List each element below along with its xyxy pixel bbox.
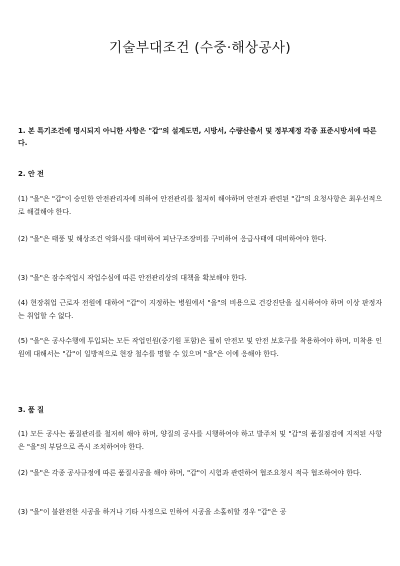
section-2-item-5: (5) "을"은 공사수행에 투입되는 모든 작업인원(중기원 포함)은 필히 안전모 및 안전 보호구를 착용하여야 하며, 미착용 인원에 대해서는 "갑"이 일방적으로 현장 철수를 명할 수 있으며 "을"은 이에 응해야 한다. — [18, 337, 382, 358]
section-2-heading: 2. 안 전 — [18, 170, 44, 178]
section-1-text: 1. 본 특기조건에 명시되지 아니한 사항은 "갑"의 설계도면, 시방서, 수량산출서 및 정부제정 각종 표준시방서에 따른다. — [18, 127, 377, 147]
section-2-item-4: (4) 현장취업 근로자 전원에 대하여 "갑"이 지정하는 병원에서 "을"의 비용으로 건강진단을 실시하여야 하며 이상 판정자는 취업할 수 없다. — [18, 299, 382, 320]
section-2-item-2: (2) "을"은 태풍 및 해상조건 악화시를 대비하여 피난구조장비를 구비하여 응급사태에 대비하여야 한다. — [18, 235, 327, 243]
section-3-item-3: (3) "을"이 불완전한 시공을 하거나 기타 사정으로 인하여 시공을 소홀히할 경우 "갑"은 공 — [18, 508, 287, 516]
section-2-item-1: (1) "을"은 "갑"이 승인한 안전관리자에 의하여 안전관리를 철저히 해야하며 안전과 관련된 "갑"의 요청사항은 최우선적으로 해결해야 한다. — [18, 195, 382, 216]
document-title: 기술부대조건 (수중·해상공사) — [108, 40, 291, 56]
section-3-heading: 3. 품 질 — [18, 406, 44, 414]
section-2-item-3: (3) "을"은 잠수작업시 작업수심에 따른 안전관리상의 대책을 확보해야 한다. — [18, 274, 247, 282]
section-3-item-2: (2) "을"은 각종 공사규정에 따른 품질시공을 해야 하며, "갑"이 시험과 관련하여 협조요청시 적극 협조하여야 한다. — [18, 469, 362, 477]
section-3-item-1: (1) 모든 공사는 품질관리를 철저히 해야 하며, 양질의 공사를 시행하여야 하고 발주처 및 "갑"의 품질점검에 지적된 사항은 "을"의 부담으로 즉시 조치하여야 한다. — [18, 430, 382, 451]
